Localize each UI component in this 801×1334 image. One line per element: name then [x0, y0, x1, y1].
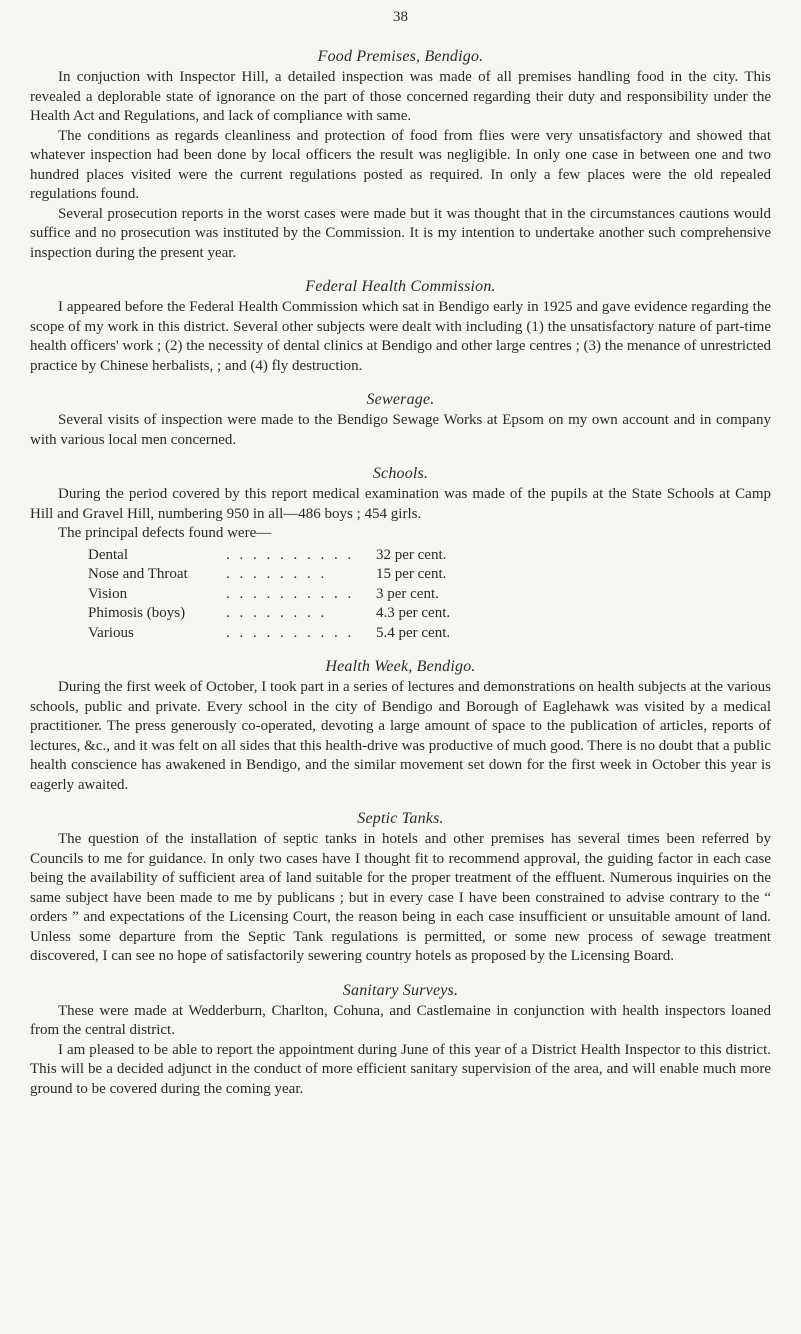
paragraph: During the period covered by this report medical examination was made of the pupils at the State Schools at Camp Hill and Gravel Hill, numbering 950 in all—486 boys ; 454 girls. [30, 486, 771, 522]
defects-list [88, 546, 771, 644]
defect-value: 32 per cent. [376, 546, 447, 563]
section-food-premises [30, 48, 771, 263]
section-schools [30, 465, 771, 643]
paragraph: Several prosecution reports in the worst cases were made but it was thought that in the circumstances cautions would suffice and no prosecution was instituted by the Commission. It is my intention to undertake another such comprehensive inspection during the present year. [30, 205, 771, 261]
defect-value: 5.4 per cent. [376, 624, 451, 641]
list-item [88, 546, 771, 566]
defect-label: Phimosis (boys) [88, 605, 186, 621]
defect-label: Dental [88, 546, 128, 563]
section-title: Sanitary Surveys. [342, 981, 459, 999]
list-item [88, 604, 771, 624]
section-sanitary-surveys [30, 982, 771, 1100]
paragraph: During the first week of October, I took part in a series of lectures and demonstrations on health subjects at the various schools, public and private. Every school in the city of Bendigo and Borough of Eaglehawk was visited by a medical practitioner. The press generously co-operated, devoting a large amount of space to the publication of articles, reports of lectures, &c., and it was felt on all sides that this health-drive was productive of much good. There is no doubt that a public health conscience has awakened in Bendigo, and the similar movement set down for the first week in October this year is eagerly awaited. [30, 679, 771, 793]
section-title: Septic Tanks. [357, 810, 444, 827]
section-title: Health Week, Bendigo. [325, 658, 476, 675]
paragraph: The principal defects found were— [58, 525, 272, 541]
defect-label: Vision [88, 585, 128, 602]
section-title: Schools. [372, 465, 429, 482]
defect-label: Nose and Throat [88, 566, 188, 582]
list-item [88, 585, 771, 605]
defect-value: 4.3 per cent. [376, 605, 451, 621]
paragraph: In conjuction with Inspector Hill, a detailed inspection was made of all premises handling food in the city. This revealed a deplorable state of ignorance on the part of those concerned regarding their duty and responsibility under the Health Act and Regulations, and lack of compliance with same. [30, 69, 771, 124]
paragraph: I appeared before the Federal Health Commission which sat in Bendigo early in 1925 and gave evidence regarding the scope of my work in this district. Several other subjects were dealt with including (1) the unsatisfactory nature of part-time health officers' work ; (2) the necessity of dental clinics at Bendigo and other large centres ; (3) the menance of unrestricted practice by Chinese herbalists, ; and (4) fly destruction. [30, 299, 771, 374]
leader-dots: . . . . . . . . . . [226, 585, 355, 602]
defect-label: Various [88, 624, 134, 641]
leader-dots: . . . . . . . . [226, 605, 328, 621]
section-title: Federal Health Commission. [305, 278, 496, 295]
paragraph: I am pleased to be able to report the appointment during June of this year of a District Health Inspector to this district. This will be a decided adjunct in the conduct of more efficient sanitary supervision of the area, and will enable much more ground to be covered during the coming year. [30, 1041, 771, 1097]
paragraph: The question of the installation of septic tanks in hotels and other premises has several times been referred by Councils to me for guidance. In only two cases have I thought fit to recommend approval, the guiding factor in each case being the availability of sufficient area of land suitable for the proper treatment of the effluent. Numerous inquiries on the same subject have been made to me by publicans ; but in every case I have been constrained to advise contrary to the “ orders ” and expectations of the Licensing Court, the reason being in each case insufficient or unsuitable amount of land. Unless some departure from the Septic Tank regulations is permitted, or some new process of sewage treatment discovered, I can see no hope of satisfactorily sewering country hotels as proposed by the Licensing Board. [30, 831, 771, 964]
section-federal-health-commission [30, 278, 771, 376]
list-item [88, 565, 771, 585]
list-item [88, 624, 771, 644]
defect-value: 15 per cent. [376, 566, 447, 582]
section-title: Food Premises, Bendigo. [317, 48, 484, 65]
paragraph: These were made at Wedderburn, Charlton, Cohuna, and Castlemaine in conjunction with health inspectors loaned from the central district. [30, 1002, 771, 1038]
page-number: 38 [393, 9, 408, 25]
leader-dots: . . . . . . . . . . [226, 546, 355, 563]
paragraph: The conditions as regards cleanliness and protection of food from flies were very unsatisfactory and showed that whatever inspection had been done by local officers the result was negligible. In only one case in between one and two hundred places visited were the current regulations posted as required. In only a few places were the old repealed regulations found. [30, 127, 771, 202]
paragraph: Several visits of inspection were made to the Bendigo Sewage Works at Epsom on my own account and in company with various local men concerned. [30, 412, 771, 448]
section-health-week [30, 658, 771, 795]
section-septic-tanks [30, 810, 771, 967]
section-title: Sewerage. [366, 391, 435, 408]
defect-value: 3 per cent. [376, 585, 439, 602]
section-sewerage [30, 391, 771, 450]
leader-dots: . . . . . . . . [226, 566, 328, 582]
leader-dots: . . . . . . . . . . [226, 624, 355, 641]
